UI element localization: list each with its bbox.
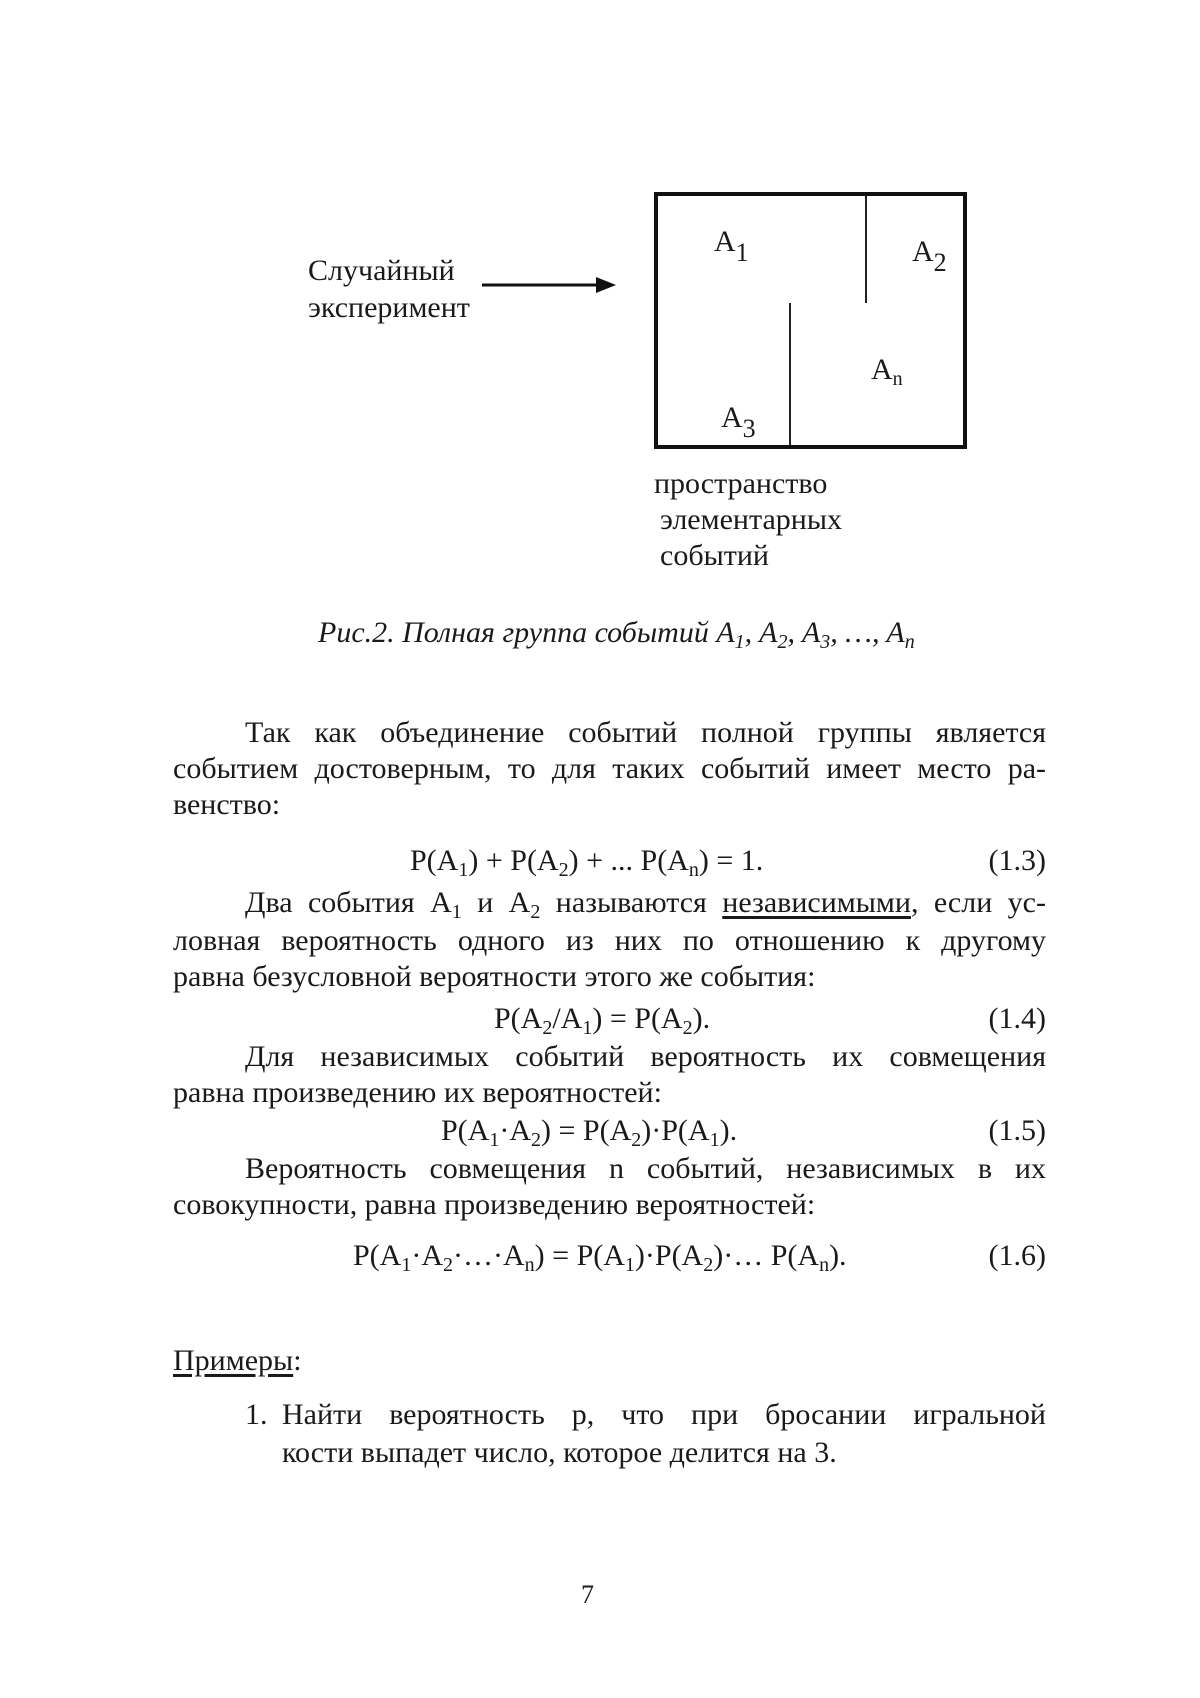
examples-heading: Примеры: [173,1344,302,1377]
space-label-line3: событий [660,539,769,572]
example-1-line1: Найти вероятность p, что при бросании игральной [282,1398,1046,1431]
example-1-line2: кости выпадет число, которое делится на 3. [282,1436,837,1469]
figure-caption: Рис.2. Полная группа событий $A_1$, $A_2$, $A_3$, …, $A_n$ [318,616,915,653]
paragraph-4-line1: Вероятность совмещения n событий, независимых в их [245,1152,1046,1185]
paragraph-1-line3: венство: [173,788,281,821]
example-1-number: 1. [245,1398,268,1431]
equation-1-5-body: $P(A_1\cdot A_2) = P(A_2)\cdot P(A_1)$. [441,1114,738,1151]
paragraph-4-line2: совокупности, равна произведению вероятностей: [173,1188,816,1221]
equation-number-1-3: (1.3) [988,844,1046,877]
sample-space-box [654,192,967,449]
paragraph-1-line2: событием достоверным, то для таких событий имеет место ра- [173,752,1046,785]
paragraph-3-line1: Для независимых событий вероятность их совмещения [245,1040,1046,1073]
equation-number-1-5: (1.5) [988,1114,1046,1147]
paragraph-2-line2: ловная вероятность одного из них по отношению к другому [173,924,1046,957]
equation-1-3-body: $P(A_1) + P(A_2)$ + ... $P(A_n) = 1$. [410,844,764,881]
event-a1-label: A1 [714,225,749,267]
event-a3-label: A3 [721,401,756,443]
paragraph-2-line1: Два события $A_1$ и $A_2$ называются независимыми, если ус- [245,886,1046,923]
page-number: 7 [581,1580,594,1609]
partition-line-left [789,303,791,445]
space-label-line1: пространство [654,467,828,500]
event-a2-label: A2 [912,235,947,277]
space-label-line2: элементарных [660,503,842,536]
equation-1-6-body: $P(A_1\cdot A_2\cdot\dots\cdot A_n)$ = $P(A_1)\cdot P(A_2)\cdot\dots$ $P(A_n)$. [353,1239,847,1276]
experiment-label-line2: эксперимент [308,291,470,324]
paragraph-1-line1: Так как объединение событий полной группы является [245,716,1046,749]
independent-term: независимыми [722,886,911,919]
event-an-label: $A_n$ [871,353,903,390]
equation-number-1-6: (1.6) [988,1239,1046,1272]
paragraph-3-line2: равна произведению их вероятностей: [173,1076,662,1109]
partition-line-right [865,196,867,303]
arrow-icon [480,270,620,300]
paragraph-2-line3: равна безусловной вероятности этого же события: [173,960,816,993]
equation-number-1-4: (1.4) [988,1002,1046,1035]
experiment-label-line1: Случайный [308,254,455,287]
equation-1-4-body: $P(A_2/A_1) = P(A_2)$. [494,1002,711,1039]
